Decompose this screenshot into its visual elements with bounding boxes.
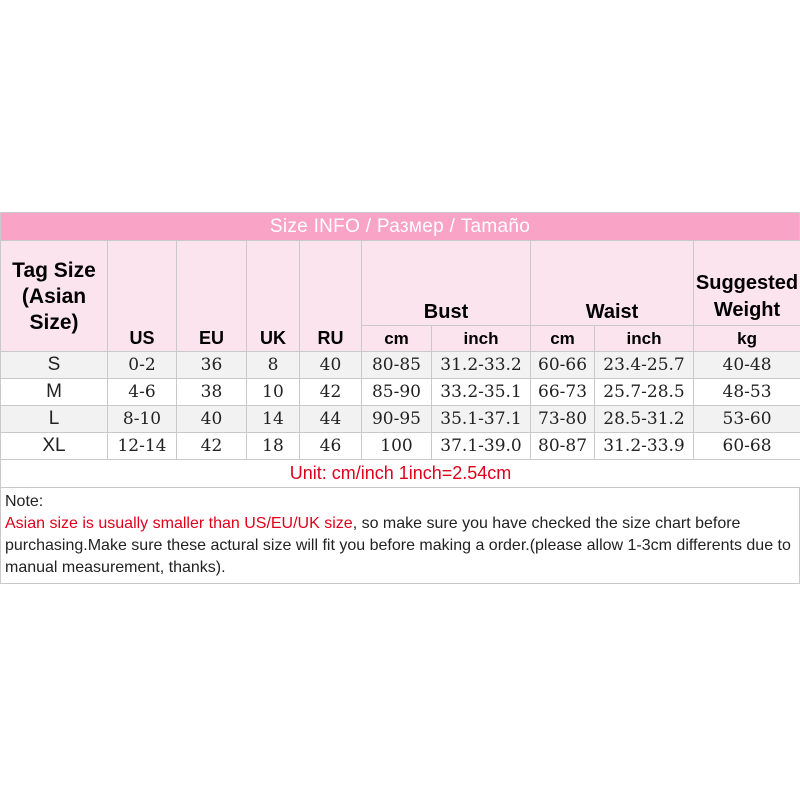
- cell-waist-inch: 25.7-28.5: [595, 379, 694, 406]
- cell-tag: M: [1, 379, 108, 406]
- note-rest: , so make sure you have checked the size chart before purchasing.Make sure these actural size will fit you before making a order.(please allow 1-3cm differents due to manual measurement, thanks).: [5, 515, 791, 576]
- cell-waist-inch: 31.2-33.9: [595, 433, 694, 460]
- header-eu: EU: [177, 241, 247, 352]
- cell-waist-cm: 60-66: [531, 352, 595, 379]
- cell-bust-cm: 85-90: [362, 379, 432, 406]
- cell-eu: 36: [177, 352, 247, 379]
- size-table: [0, 240, 800, 488]
- cell-uk: 8: [247, 352, 300, 379]
- header-waist: Waist: [531, 241, 694, 326]
- cell-ru: 42: [300, 379, 362, 406]
- header-tag-size: Tag Size (Asian Size): [1, 241, 108, 352]
- cell-bust-cm: 90-95: [362, 406, 432, 433]
- cell-uk: 14: [247, 406, 300, 433]
- table-row: [1, 433, 800, 460]
- cell-tag: XL: [1, 433, 108, 460]
- size-chart: [0, 212, 800, 584]
- cell-tag: S: [1, 352, 108, 379]
- cell-bust-inch: 35.1-37.1: [432, 406, 531, 433]
- cell-weight: 40-48: [694, 352, 800, 379]
- cell-us: 8-10: [108, 406, 177, 433]
- cell-uk: 10: [247, 379, 300, 406]
- cell-weight: 60-68: [694, 433, 800, 460]
- table-row: [1, 406, 800, 433]
- cell-bust-cm: 80-85: [362, 352, 432, 379]
- cell-bust-inch: 33.2-35.1: [432, 379, 531, 406]
- cell-waist-cm: 73-80: [531, 406, 595, 433]
- note-body: [5, 513, 793, 579]
- chart-title: Size INFO / Размер / Tamaño: [0, 212, 800, 240]
- cell-us: 0-2: [108, 352, 177, 379]
- header-weight-unit: kg: [694, 326, 800, 352]
- header-bust-inch: inch: [432, 326, 531, 352]
- header-us: US: [108, 241, 177, 352]
- cell-waist-inch: 28.5-31.2: [595, 406, 694, 433]
- header-uk: UK: [247, 241, 300, 352]
- cell-ru: 46: [300, 433, 362, 460]
- header-waist-inch: inch: [595, 326, 694, 352]
- cell-weight: 53-60: [694, 406, 800, 433]
- cell-waist-inch: 23.4-25.7: [595, 352, 694, 379]
- cell-us: 4-6: [108, 379, 177, 406]
- note-label: Note:: [5, 493, 44, 510]
- cell-bust-inch: 37.1-39.0: [432, 433, 531, 460]
- notes-box: [0, 488, 800, 584]
- header-bust: Bust: [362, 241, 531, 326]
- cell-tag: L: [1, 406, 108, 433]
- note-highlight: Asian size is usually smaller than US/EU/UK size: [5, 515, 353, 532]
- cell-weight: 48-53: [694, 379, 800, 406]
- cell-ru: 44: [300, 406, 362, 433]
- cell-waist-cm: 80-87: [531, 433, 595, 460]
- cell-us: 12-14: [108, 433, 177, 460]
- cell-bust-cm: 100: [362, 433, 432, 460]
- unit-note: Unit: cm/inch 1inch=2.54cm: [1, 460, 800, 488]
- table-row: [1, 352, 800, 379]
- cell-bust-inch: 31.2-33.2: [432, 352, 531, 379]
- header-bust-cm: cm: [362, 326, 432, 352]
- cell-ru: 40: [300, 352, 362, 379]
- cell-eu: 38: [177, 379, 247, 406]
- header-weight: Suggested Weight: [694, 241, 800, 326]
- header-waist-cm: cm: [531, 326, 595, 352]
- cell-eu: 40: [177, 406, 247, 433]
- cell-eu: 42: [177, 433, 247, 460]
- table-row: [1, 379, 800, 406]
- header-ru: RU: [300, 241, 362, 352]
- cell-waist-cm: 66-73: [531, 379, 595, 406]
- cell-uk: 18: [247, 433, 300, 460]
